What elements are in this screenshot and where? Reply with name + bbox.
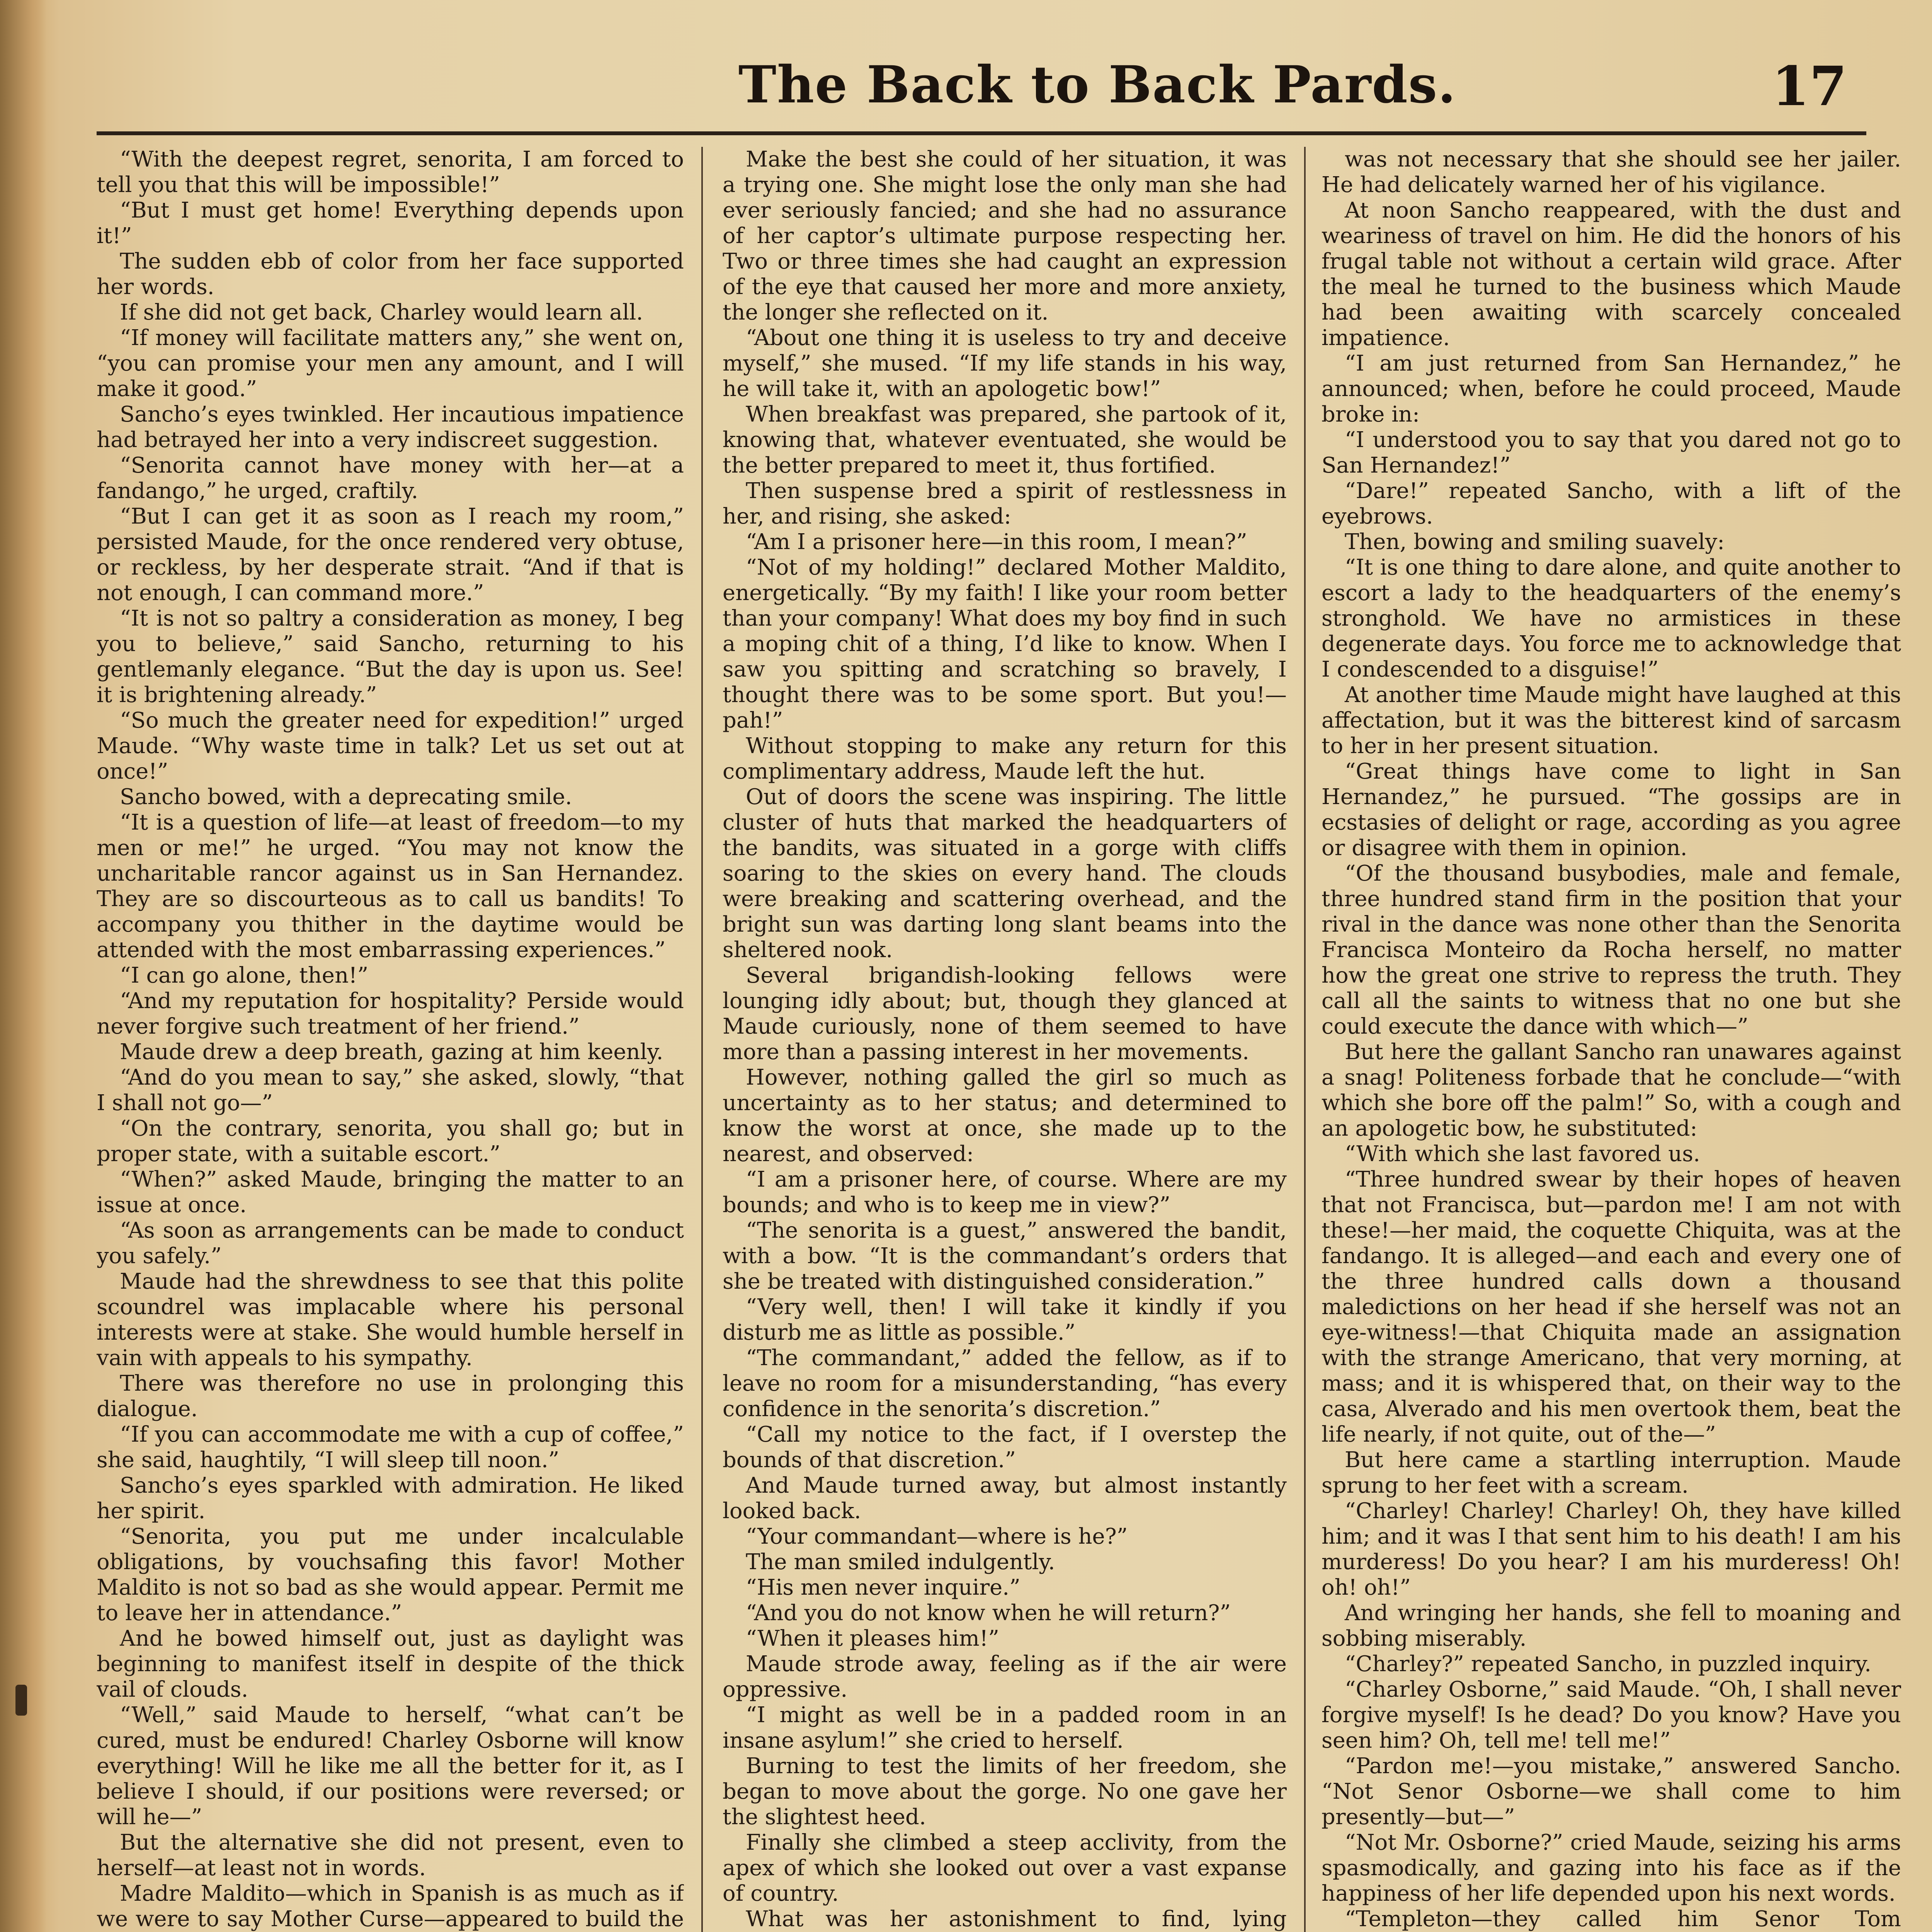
paragraph: And he bowed himself out, just as daylight was beginning to manifest itself in despite of the thick vail of clouds. <box>97 1626 684 1702</box>
paragraph: Madre Maldito—which in Spanish is as much as if we were to say Mother Curse—appeared to build the <box>97 1881 684 1932</box>
page-number: 17 <box>1772 55 1847 118</box>
paragraph: “The senorita is a guest,” answered the bandit, with a bow. “It is the commandant’s orders that she be treated with distinguished consideration.” <box>723 1218 1287 1294</box>
paragraph: Burning to test the limits of her freedom, she began to move about the gorge. No one gave her the slightest heed. <box>723 1753 1287 1830</box>
paragraph: “I might as well be in a padded room in an insane asylum!” she cried to herself. <box>723 1702 1287 1753</box>
paragraph: “But I can get it as soon as I reach my room,” persisted Maude, for the once rendered very obtuse, or reckless, by her desperate strait. “And if that is not enough, I can command more.” <box>97 504 684 605</box>
paragraph: Maude strode away, feeling as if the air were oppressive. <box>723 1651 1287 1702</box>
paragraph: “As soon as arrangements can be made to conduct you safely.” <box>97 1218 684 1269</box>
paragraph: “With which she last favored us. <box>1345 1141 1700 1167</box>
paragraph: “Not Mr. Osborne?” cried Maude, seizing his arms spasmodically, and gazing into his face as if the happiness of her life depended upon his next words. <box>1321 1830 1901 1906</box>
paragraph: “I can go alone, then!” <box>120 963 369 988</box>
text-column-middle <box>723 147 1287 1932</box>
paragraph: “The commandant,” added the fellow, as if to leave no room for a misunderstanding, “has every confidence in the senorita’s discretion.” <box>723 1345 1287 1422</box>
paragraph: “His men never inquire.” <box>746 1575 1020 1600</box>
paragraph: “When it pleases him!” <box>746 1626 999 1651</box>
binding-spine <box>0 0 46 1932</box>
paragraph: The man smiled indulgently. <box>746 1549 1055 1575</box>
paragraph: “And you do not know when he will return?” <box>746 1600 1231 1626</box>
paragraph: Sancho’s eyes sparkled with admiration. He liked her spirit. <box>97 1473 684 1524</box>
paragraph: “With the deepest regret, senorita, I am forced to tell you that this will be impossible!” <box>97 147 684 197</box>
paragraph: Several brigandish-looking fellows were lounging idly about; but, though they glanced at Maude curiously, none of them seemed to have more than a passing interest in her movements. <box>723 963 1287 1065</box>
paragraph: Sancho bowed, with a deprecating smile. <box>120 784 572 810</box>
paragraph: “Three hundred swear by their hopes of heaven that not Francisca, but—pardon me! I am not with these!—her maid, the coquette Chiquita, was at the fandango. It is alleged—and each and every one of the three hundred calls down a thousand maledictions on her head if she herself was not an eye-witness!—that Chiquita made an assignation with the strange Americano, that very morning, at mass; and it is whispered that, on their way to the casa, Alverado and his men overtook them, beat the life nearly, if not quite, out of the—” <box>1321 1167 1901 1447</box>
paragraph: “It is one thing to dare alone, and quite another to escort a lady to the headquarters of the enemy’s stronghold. We have no armistices in these degenerate days. You force me to acknowledge that I condescended to a disguise!” <box>1321 555 1901 682</box>
paragraph: “Not of my holding!” declared Mother Maldito, energetically. “By my faith! I like your room better than your company! What does my boy find in such a moping chit of a thing, I’d like to know. When I saw you spitting and scratching so bravely, I thought there was to be some sport. But you!—pah!” <box>723 555 1287 733</box>
paragraph: “And do you mean to say,” she asked, slowly, “that I shall not go—” <box>97 1065 684 1116</box>
paragraph: Maude had the shrewdness to see that this polite scoundrel was implacable where his personal interests were at stake. She would humble herself in vain with appeals to his sympathy. <box>97 1269 684 1371</box>
paragraph: “Very well, then! I will take it kindly if you disturb me as little as possible.” <box>723 1294 1287 1345</box>
paragraph: Make the best she could of her situation, it was a trying one. She might lose the only man she had ever seriously fancied; and she had no assurance of her captor’s ultimate purpose respecting her. Two or three times she had caught an expression of the eye that caused her more and more anxiety, the longer she reflected on it. <box>723 147 1287 325</box>
column-rule <box>1304 147 1306 1932</box>
paragraph: “So much the greater need for expedition!” urged Maude. “Why waste time in talk? Let us set out at once!” <box>97 708 684 784</box>
paragraph: Without stopping to make any return for this complimentary address, Maude left the hut. <box>723 733 1287 784</box>
paragraph: When breakfast was prepared, she partook of it, knowing that, whatever eventuated, she would be the better prepared to meet it, thus fortified. <box>723 402 1287 478</box>
paragraph: “If you can accommodate me with a cup of coffee,” she said, haughtily, “I will sleep till noon.” <box>97 1422 684 1473</box>
paragraph: At noon Sancho reappeared, with the dust and weariness of travel on him. He did the honors of his frugal table not without a certain wild grace. After the meal he turned to the business which Maude had been awaiting with scarcely concealed impatience. <box>1321 198 1901 350</box>
paragraph: “And my reputation for hospitality? Perside would never forgive such treatment of her friend.” <box>97 988 684 1039</box>
paragraph: “Dare!” repeated Sancho, with a lift of the eyebrows. <box>1321 478 1901 529</box>
column-rule <box>701 147 703 1932</box>
paragraph: “It is not so paltry a consideration as money, I beg you to believe,” said Sancho, returning to his gentlemanly elegance. “But the day is upon us. See! it is brightening already.” <box>97 606 684 707</box>
paragraph: If she did not get back, Charley would learn all. <box>120 300 643 325</box>
paragraph: “Am I a prisoner here—in this room, I mean?” <box>746 529 1247 554</box>
paragraph: “When?” asked Maude, bringing the matter to an issue at once. <box>97 1167 684 1218</box>
paragraph: Finally she climbed a steep acclivity, from the apex of which she looked out over a vast expanse of country. <box>723 1830 1287 1906</box>
paragraph: “Well,” said Maude to herself, “what can’t be cured, must be endured! Charley Osborne will know everything! Will he like me all the better for it, as I believe I should, if our positions were reversed; or will he—” <box>97 1702 684 1830</box>
paragraph: What was her astonishment to find, lying <box>746 1906 1287 1932</box>
paragraph: “Of the thousand busybodies, male and female, three hundred stand firm in the position that your rival in the dance was none other than the Senorita Francisca Monteiro da Rocha herself, no matter how the great one strive to repress the truth. They call all the saints to witness that no one but she could execute the dance with which—” <box>1321 861 1901 1039</box>
paragraph: Out of doors the scene was inspiring. The little cluster of huts that marked the headquarters of the bandits, was situated in a gorge with cliffs soaring to the skies on every hand. The clouds were breaking and scattering overhead, and the bright sun was darting long slant beams into the sheltered nook. <box>723 784 1287 963</box>
paragraph: “Great things have come to light in San Hernandez,” he pursued. “The gossips are in ecstasies of delight or rage, according as you agree or disagree with them in opinion. <box>1321 759 1901 861</box>
paragraph: “Charley! Charley! Charley! Oh, they have killed him; and it was I that sent him to his death! I am his murderess! Do you hear? I am his murderess! Oh! oh! oh!” <box>1321 1498 1901 1600</box>
paragraph: But here the gallant Sancho ran unawares against a snag! Politeness forbade that he conclude—“with which she bore off the palm!” So, with a cough and an apologetic bow, he substituted: <box>1321 1039 1901 1141</box>
paragraph: “If money will facilitate matters any,” she went on, “you can promise your men any amount, and I will make it good.” <box>97 325 684 401</box>
paragraph: There was therefore no use in prolonging this dialogue. <box>97 1371 684 1422</box>
running-header <box>97 50 1866 135</box>
paragraph: And Maude turned away, but almost instantly looked back. <box>723 1473 1287 1524</box>
paragraph: “But I must get home! Everything depends upon it!” <box>97 198 684 248</box>
paragraph: At another time Maude might have laughed at this affectation, but it was the bitterest kind of sarcasm to her in her present situation. <box>1321 682 1901 759</box>
paragraph: But the alternative she did not present, even to herself—at least not in words. <box>97 1830 684 1881</box>
binding-pin <box>15 1685 27 1716</box>
paragraph: Then suspense bred a spirit of restlessness in her, and rising, she asked: <box>723 478 1287 529</box>
paragraph: “Charley?” repeated Sancho, in puzzled inquiry. <box>1345 1651 1871 1677</box>
paragraph: “It is a question of life—at least of freedom—to my men or me!” he urged. “You may not know the uncharitable rancor against us in San Hernandez. They are so discourteous as to call us bandits! To accompany you thither in the daytime would be attended with the most embarrassing experiences.” <box>97 810 684 963</box>
paragraph: Maude drew a deep breath, gazing at him keenly. <box>120 1039 663 1065</box>
paragraph: “Senorita cannot have money with her—at a fandango,” he urged, craftily. <box>97 453 684 503</box>
paragraph: “I am just returned from San Hernandez,” he announced; when, before he could proceed, Maude broke in: <box>1321 351 1901 427</box>
text-column-right <box>1321 147 1901 1932</box>
paragraph: “About one thing it is useless to try and deceive myself,” she mused. “If my life stands in his way, he will take it, with an apologetic bow!” <box>723 325 1287 401</box>
paragraph: Then, bowing and smiling suavely: <box>1345 529 1725 554</box>
paragraph: “Senorita, you put me under incalculable obligations, by vouchsafing this favor! Mother Maldito is not so bad as she would appear. Permit me to leave her in attendance.” <box>97 1524 684 1626</box>
paragraph: was not necessary that she should see her jailer. He had delicately warned her of his vigilance. <box>1321 147 1901 197</box>
paragraph: “Charley Osborne,” said Maude. “Oh, I shall never forgive myself! Is he dead? Do you know? Have you seen him? Oh, tell me! tell me!” <box>1321 1677 1901 1753</box>
paragraph: But here came a startling interruption. Maude sprung to her feet with a scream. <box>1321 1447 1901 1498</box>
paragraph: “Call my notice to the fact, if I overstep the bounds of that discretion.” <box>723 1422 1287 1473</box>
paragraph: “I am a prisoner here, of course. Where are my bounds; and who is to keep me in view?” <box>723 1167 1287 1218</box>
paragraph: However, nothing galled the girl so much as uncertainty as to her status; and determined to know the worst at once, she made up to the nearest, and observed: <box>723 1065 1287 1167</box>
paragraph: “Pardon me!—you mistake,” answered Sancho. “Not Senor Osborne—we shall come to him presently—but—” <box>1321 1753 1901 1830</box>
paragraph: “Your commandant—where is he?” <box>746 1524 1128 1549</box>
text-column-left <box>97 147 684 1932</box>
paragraph: Sancho’s eyes twinkled. Her incautious impatience had betrayed her into a very indiscreet suggestion. <box>97 402 684 452</box>
paragraph: And wringing her hands, she fell to moaning and sobbing miserably. <box>1321 1600 1901 1651</box>
paragraph: “On the contrary, senorita, you shall go; but in proper state, with a suitable escort.” <box>97 1116 684 1167</box>
paragraph: The sudden ebb of color from her face supported her words. <box>97 249 684 299</box>
paragraph: “Templeton—they called him Senor Tom <box>1345 1906 1901 1932</box>
paragraph: “I understood you to say that you dared not go to San Hernandez!” <box>1321 427 1901 478</box>
page-title: The Back to Back Pards. <box>738 55 1457 115</box>
